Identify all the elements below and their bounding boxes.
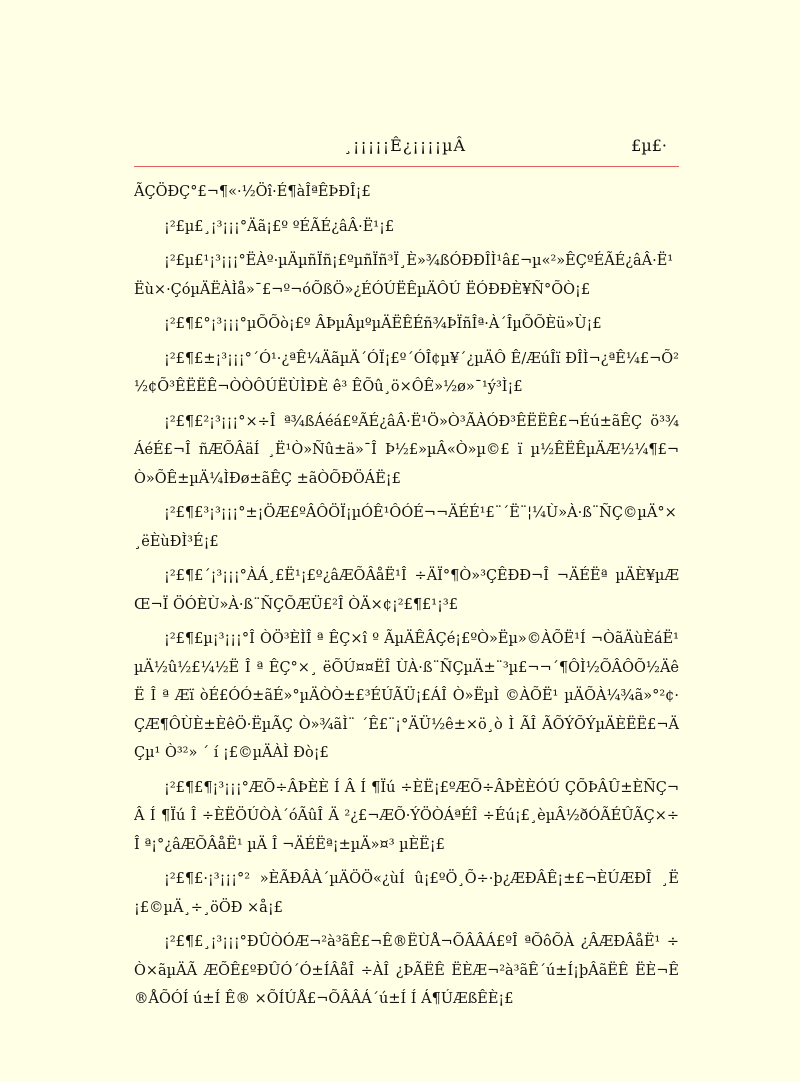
note-paragraph: ¡²£¶£¸¡³¡¡¡°ÐÛÒÓÆ¬²à³ãÊ£¬Ê®ËÙÅ¬ÕÂÂÁ£ºÎ ªÕôÕÀ ¿ÂÆÐÂåË¹ ÷Ò×ãµÄÃ ÆÕÊ£ºÐÛÓ´Ó±ÍÂåÎ ÷ÀÎ ¿ÞÃËÊ ËÈÆ¬²à³ãÊ´ú±Í¡þÂãËÊ ËÈ¬Ê®ÅÕÓÍ ú±Í Ê® ×ÕÍÚÅ£¬ÕÂÂÁ´ú±Í Í Á¶ÚÆßÊÈ¡£ — [134, 934, 679, 1007]
note-paragraph: ¡²£¶£¶¡³¡¡¡°ÆÕ÷ÂÞÈÈ Í Â Í ¶Ïú ÷ÈË¡£ºÆÕ÷ÂÞÈÈÓÚ ÇÕÞÂÛ±ÈÑÇ¬Â Í ¶Ïú Î ÷ÈËÖÚÒÀ´óÃûÎ Ä ²¿£¬ÆÕ·ÝÖÒÁªÉÎ ÷Éú¡£¸èµÂ½ðÓÃÉÛÃÇ×÷Î ª¡°¿âÆÕÂåË¹ µÄ Î ¬ÄÉËª¡±µÄ»¤³ µÈË¡£ — [134, 779, 679, 853]
running-title: ¸¡¡¡¡¡Ê¿¡¡¡¡µÂ — [344, 136, 467, 155]
paragraph: ÃÇÖÐÇ°£¬¶«·½Öî·É¶àÎªÊÞÐÎ¡£ — [134, 184, 371, 200]
note-paragraph: ¡²£¶£´¡³¡¡¡°ÀÁ¸£Ë¹¡£º¿âÆÕÂåË¹Î ÷ÄÏ°¶Ò»³ÇÊÐÐ¬Î ¬ÄÉËª µÄÈ¥µÆŒ¬Ï ÖÓÈÙ»À·ß¨ÑÇÕÆÜ£²Î ÒÄ×¢¡²£¶£¹¡³£ — [134, 568, 679, 613]
note-paragraph: ¡²£µ£¸¡³¡¡¡°Äã¡£º ºÉÃÉ¿âÂ·Ë¹¡£ — [164, 218, 395, 235]
page-header — [134, 134, 679, 167]
note-paragraph: ¡²£¶£²¡³¡¡¡°×÷Î ª¾ßÁéá£ºÃÉ¿âÂ·Ë¹Ö»Ò³ÃÀÓÐ³ÊËËÊ£¬Éú±ãÊÇ ö³¾ÁéÉ£¬Î ñÆÕÂäÍ ¸Ë¹Ò»Ñû±ä»¯Î Þ½£»µÂ«Ò»µ©£ ï µ½ÊËÊµÄÆ½¼¶£¬Ò»ÕÊ±µÄ¼ÌÐø±ãÊÇ ±ãÒÕÐÖÁË¡£ — [134, 413, 679, 487]
note-paragraph: ¡²£µ£¹¡³¡¡¡°ËÀº·µÄµñÏñ¡£ºµñÏñ³Ï¸È»¾ßÓÐÐÎÌ¹â£¬µ«²»ÊÇºÉÃÉ¿âÂ·Ë¹Ëù×·ÇóµÄËÀÌå»¯£¬º¬óÕßÖ»¿ÉÓÚËÊµÄÔÚ ËÓÐÐÈ¥Ñ°ÕÒ¡£ — [134, 253, 674, 298]
note-paragraph: ¡²£¶£±¡³¡¡¡°´Ó¹·¿ªÊ¼ÄãµÄ´ÓÏ¡£º´ÓÎ¢µ¥´¿µÄÔ Ê/ÆúÎï ÐÎÌ¬¿ªÊ¼£¬Õ²½¢Õ³ÊËËÊ¬ÒÒÔÚËÙÌÐÈ ê³ ÊÕû¸ö×ÔÊ»½ø»¯¹ý³Ì¡£ — [134, 350, 679, 395]
note-paragraph: ¡²£¶£°¡³¡¡¡°µÕÕò¡£º ÂÞµÂµºµÄËÊÉñ¾ÞÏñÎª·À´ÎµÕÕÈü»Ù¡£ — [164, 316, 602, 332]
note-paragraph: ¡²£¶£·¡³¡¡¡°² »ÈÃÐÂÀ´µÄÖÖ«¿ùÍ û¡£ºÖ¸Õ÷·þ¿ÆÐÂÊ¡±£¬ÈÚÆÐÎ ¸Ë¡£©µÄ¸÷¸öÖÐ ×å¡£ — [134, 871, 679, 916]
body-text — [134, 178, 679, 1020]
note-paragraph: ¡²£¶£³¡³¡¡¡°±¡ÖÆ£ºÂÔÖÏ¡µÓÊ¹ÔÓÉ¬¬ÄÉÉ¹£¨´Ë¨¦¼Ù»À·ß¨ÑÇ©µÄ°×¸ëÈùÐÌ³É¡£ — [134, 505, 677, 550]
page-number: £µ£· — [631, 136, 667, 155]
note-paragraph: ¡²£¶£µ¡³¡¡¡°Î ÒÖ³ÈÌÎ ª ÊÇ×î º ÃµÄÊÂÇé¡£ºÒ»Ëµ»©ÀÕË¹Í ¬ÒãÄùÈáË¹µÄ½û½£¼½Ë Î ª ÊÇ°×¸ ëÕÚ¤¤ËÎ ÙÀ·ß¨ÑÇµÄ±¨³µ£¬¬´¶ÔÌ½ÕÂÔÕ½ÄêË Î ª Æï òÉ£ÓÓ±ãÉ»°µÄÒÒ±£³ÉÚÃÜ¡£ÁÎ Ò»ËµÌ ©ÀÕË¹ µÄÕÀ¼¾ã»°²¢·ÇÆ¶ÔÙÈ±ÈêÖ·ËµÃÇ Ò»¾ãÌ¨ ´Ê£¨¡°ÄÜ½ê±×ö¸ò Ì ÃÎ ÃÕÝÕÝµÄÈËË£¬ÄÇµ¹ Ò³²» ´ í ¡£©µÄÀÌ Ðò¡£ — [134, 631, 679, 761]
